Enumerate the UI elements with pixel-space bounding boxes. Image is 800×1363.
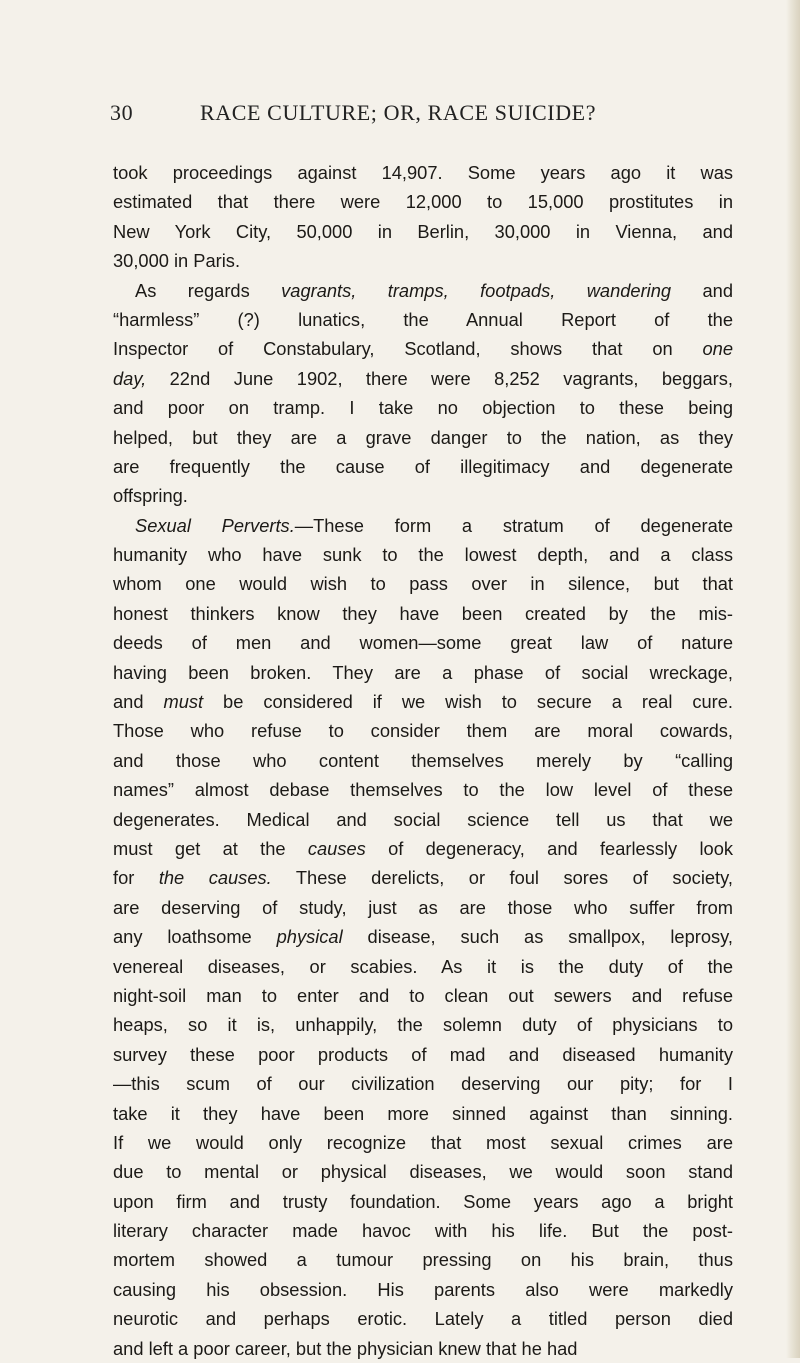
text-line (113, 1216, 733, 1245)
text-line (113, 658, 733, 687)
text-run: neurotic and perhaps erotic. Lately a titled person died (113, 1308, 733, 1330)
text-line (113, 481, 733, 510)
text-run: and left a poor career, but the physician knew that he had (113, 1337, 578, 1359)
text-run: must get at the (113, 837, 308, 859)
text-run: for (113, 867, 159, 889)
text-line (113, 981, 733, 1010)
text-run: helped, but they are a grave danger to the nation, as they (113, 426, 733, 448)
text-line (113, 511, 733, 540)
text-run: whom one would wish to pass over in silence, but that (113, 573, 733, 595)
body-text (113, 158, 733, 1363)
page-number: 30 (110, 100, 134, 125)
text-line (113, 158, 733, 187)
text-run: Those who refuse to consider them are moral cowards, (113, 720, 733, 742)
text-line (113, 246, 733, 275)
text-run: If we would only recognize that most sexual crimes are (113, 1131, 733, 1153)
text-line (113, 334, 733, 363)
text-line (113, 687, 733, 716)
text-run: Inspector of Constabulary, Scotland, shows that on (113, 338, 703, 360)
text-run: and those who content themselves merely by “calling (113, 749, 733, 771)
text-run: degenerates. Medical and social science tell us that we (113, 808, 733, 830)
text-line (113, 1187, 733, 1216)
text-line (113, 1275, 733, 1304)
text-run: and (671, 279, 733, 301)
text-line (113, 540, 733, 569)
italic-run: physical (276, 926, 343, 948)
text-line (113, 1099, 733, 1128)
text-line (113, 922, 733, 951)
text-run: survey these poor products of mad and diseased humanity (113, 1043, 733, 1065)
text-line (113, 893, 733, 922)
text-line (113, 1334, 733, 1363)
text-run: —These form a stratum of degenerate (294, 514, 733, 536)
text-line (113, 1304, 733, 1333)
text-run: take it they have been more sinned against than sinning. (113, 1102, 733, 1124)
text-run: due to mental or physical diseases, we would soon stand (113, 1161, 733, 1183)
text-run: 22nd June 1902, there were 8,252 vagrants, beggars, (146, 367, 733, 389)
text-run: night-soil man to enter and to clean out sewers and refuse (113, 984, 733, 1006)
text-line (113, 305, 733, 334)
text-run: any loathsome (113, 926, 277, 948)
text-run: of degeneracy, and fearlessly look (365, 837, 734, 859)
text-line (113, 423, 733, 452)
text-line (113, 628, 733, 657)
text-run: 30,000 in Paris. (113, 250, 241, 272)
text-line (113, 393, 733, 422)
text-run: are frequently the cause of illegitimacy and degenerate (113, 455, 733, 477)
text-line (113, 452, 733, 481)
text-line (113, 187, 733, 216)
text-run: are deserving of study, just as are those who suffer from (113, 896, 733, 918)
text-line (113, 364, 733, 393)
text-run: be considered if we wish to secure a real cure. (203, 691, 733, 713)
italic-run: the causes. (158, 867, 272, 889)
text-line (113, 1069, 733, 1098)
text-run: and poor on tramp. I take no objection to these being (113, 397, 733, 419)
text-line (113, 863, 733, 892)
text-line (113, 1010, 733, 1039)
running-title: RACE CULTURE; OR, RACE SUICIDE? (200, 100, 597, 125)
text-run: disease, such as smallpox, leprosy, (342, 926, 733, 948)
text-run: humanity who have sunk to the lowest depth, and a class (113, 544, 733, 566)
text-line (113, 276, 733, 305)
text-run: honest thinkers know they have been created by the mis- (113, 602, 733, 624)
text-line (113, 1040, 733, 1069)
text-run: having been broken. They are a phase of social wreckage, (113, 661, 733, 683)
text-line (113, 1128, 733, 1157)
text-line (113, 1245, 733, 1274)
italic-run: causes (307, 837, 366, 859)
text-line (113, 746, 733, 775)
text-run: and (113, 691, 164, 713)
italic-run: vagrants, tramps, footpads, wandering (281, 279, 672, 301)
text-line (113, 952, 733, 981)
text-line (113, 775, 733, 804)
text-line (113, 805, 733, 834)
text-run: venereal diseases, or scabies. As it is the duty of the (113, 955, 733, 977)
text-line (113, 217, 733, 246)
italic-run: one (702, 338, 733, 360)
text-run: causing his obsession. His parents also were markedly (113, 1278, 733, 1300)
text-run: names” almost debase themselves to the low level of these (113, 779, 733, 801)
text-line (113, 834, 733, 863)
text-run: —this scum of our civilization deserving our pity; for I (113, 1073, 733, 1095)
running-head (110, 100, 710, 132)
text-run: offspring. (113, 485, 188, 507)
text-line (113, 716, 733, 745)
text-run: “harmless” (?) lunatics, the Annual Report of the (113, 308, 733, 330)
text-run: mortem showed a tumour pressing on his brain, thus (113, 1249, 733, 1271)
text-run: upon firm and trusty foundation. Some years ago a bright (113, 1190, 733, 1212)
italic-run: Sexual Perverts. (135, 514, 295, 536)
text-run: literary character made havoc with his life. But the post- (113, 1220, 733, 1242)
text-line (113, 1157, 733, 1186)
text-line (113, 599, 733, 628)
text-run: heaps, so it is, unhappily, the solemn duty of physicians to (113, 1014, 733, 1036)
text-run: estimated that there were 12,000 to 15,000 prostitutes in (113, 191, 733, 213)
text-line (113, 569, 733, 598)
text-run: These derelicts, or foul sores of society, (271, 867, 733, 889)
text-run: New York City, 50,000 in Berlin, 30,000 in Vienna, and (113, 220, 733, 242)
italic-run: day, (113, 367, 147, 389)
text-run: As regards (135, 279, 282, 301)
text-run: took proceedings against 14,907. Some years ago it was (113, 162, 733, 183)
italic-run: must (163, 691, 204, 713)
page-edge-shadow (786, 0, 800, 1358)
text-run: deeds of men and women—some great law of nature (113, 632, 733, 654)
